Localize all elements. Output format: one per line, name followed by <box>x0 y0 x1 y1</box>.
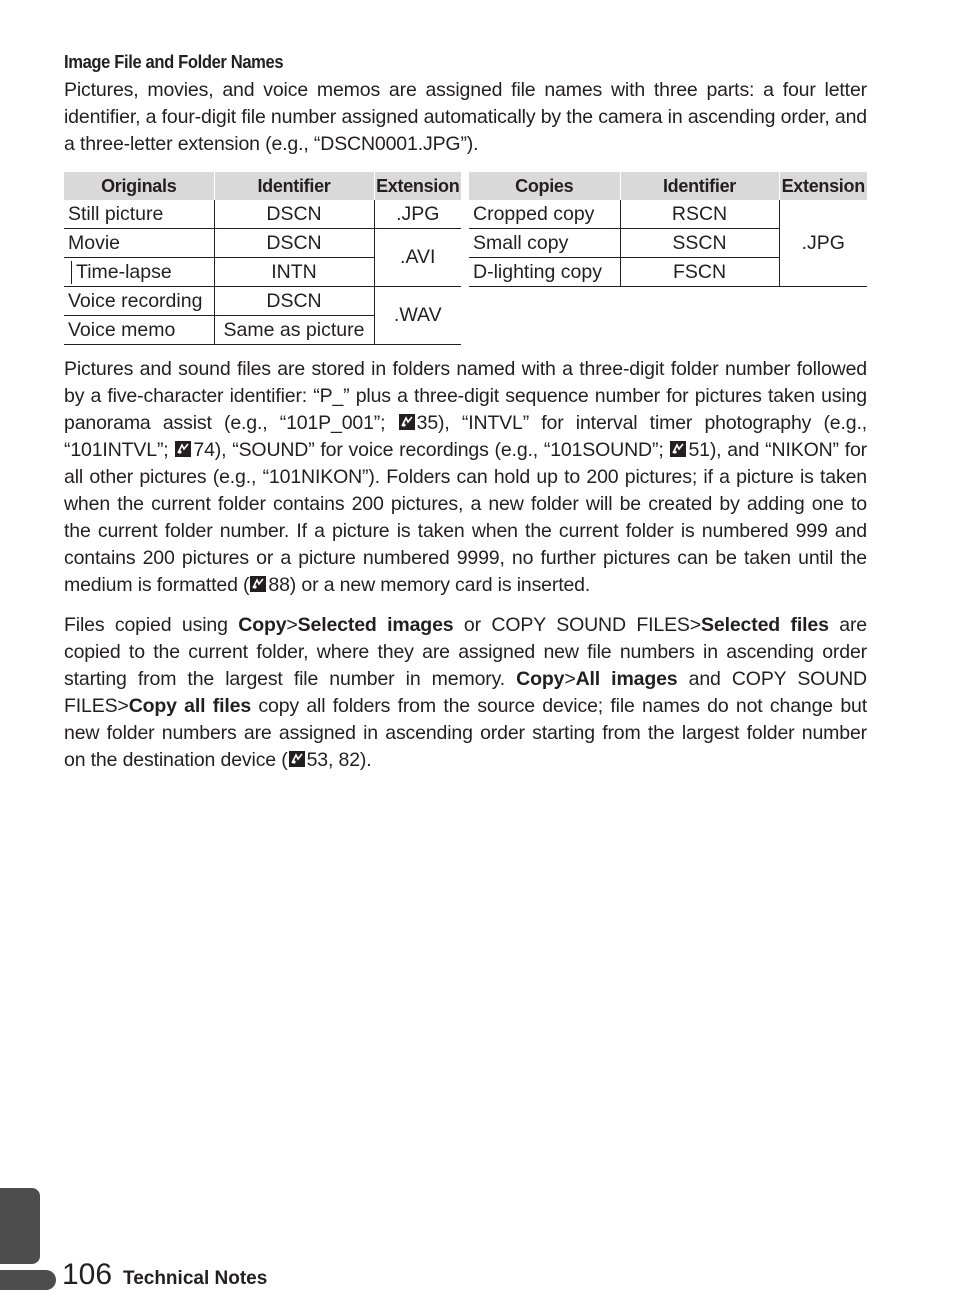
paragraph-text: 88) or a new memory card is inserted. <box>268 574 591 596</box>
section-title: Technical Notes <box>123 1268 268 1289</box>
chapter-tab <box>0 1188 40 1264</box>
column-header: Originals <box>64 172 214 200</box>
identifier-cell: DSCN <box>214 229 374 258</box>
extension-cell: .JPG <box>779 200 867 287</box>
page-reference-icon <box>250 576 266 592</box>
table-row <box>469 200 867 229</box>
menu-term: Selected images <box>297 614 454 636</box>
menu-term: Copy <box>238 614 287 636</box>
table-header-row <box>469 172 867 200</box>
table-row <box>64 229 461 258</box>
page-reference-icon <box>289 751 305 767</box>
paragraph-text: > <box>286 614 298 636</box>
type-cell: Voice memo <box>64 316 214 345</box>
identifier-cell: DSCN <box>214 287 374 316</box>
paragraph-text: or COPY SOUND FILES> <box>453 614 702 636</box>
paragraph-text: 74), “SOUND” for voice recordings (e.g., “101SOUND”; <box>193 439 670 461</box>
type-cell: Voice recording <box>64 287 214 316</box>
copies-table <box>469 172 867 287</box>
menu-term: Copy <box>516 668 565 690</box>
page-reference-icon <box>175 441 191 457</box>
column-header: Extension <box>779 172 867 200</box>
sub-type-label: Time-lapse <box>71 261 210 284</box>
type-cell: Still picture <box>64 200 214 229</box>
page-reference-icon <box>399 414 415 430</box>
identifier-cell: SSCN <box>620 229 779 258</box>
column-header: Identifier <box>620 172 779 200</box>
menu-term: All images <box>575 668 678 690</box>
type-cell <box>64 258 214 287</box>
identifier-cell: DSCN <box>214 200 374 229</box>
menu-term: Selected files <box>701 614 829 636</box>
paragraph-text: 53, 82). <box>306 749 372 771</box>
identifier-cell: RSCN <box>620 200 779 229</box>
intro-paragraph: Pictures, movies, and voice memos are assigned file names with three parts: a four letter identifier, a four-digit file number assigned automatically by the camera in ascending order, and a three-letter extension (e.g., “DSCN0001.JPG”). <box>64 79 867 155</box>
table-header-row <box>64 172 461 200</box>
footer-bar <box>0 1270 56 1290</box>
paragraph-text: copy all folders from the source device; file names do not change but new folder numbers are assigned in ascending order starting from the largest folder number on the destination device ( <box>64 695 868 771</box>
column-header: Identifier <box>214 172 374 200</box>
page-reference-icon <box>670 441 686 457</box>
extension-cell: .WAV <box>374 287 461 345</box>
type-cell: Small copy <box>469 229 620 258</box>
menu-term: Copy all files <box>128 695 252 717</box>
extension-cell: .AVI <box>374 229 461 287</box>
paragraph-text: 51), and “NIKON” for all other pictures (e.g., “101NIKON”). Folders can hold up to 200 pictures; if a picture is taken when the current folder contains 200 pictures, a new folder will be created by adding one to the current folder number. If a picture is taken when the current folder is numbered 999 and contains 200 pictures or a picture numbered 9999, no further pictures can be taken until the medium is formatted ( <box>64 439 868 596</box>
column-header: Extension <box>374 172 461 200</box>
identifier-cell: INTN <box>214 258 374 287</box>
table-row <box>64 287 461 316</box>
paragraph-text: are copied to the current folder, where they are assigned new file numbers in ascending order starting from the largest file number in memory. <box>64 614 867 690</box>
extension-cell: .JPG <box>374 200 461 229</box>
paragraph-text: 35), “INTVL” for interval timer photography (e.g., “101INTVL”; <box>64 412 867 461</box>
section-heading: Image File and Folder Names <box>64 52 284 72</box>
type-cell: Cropped copy <box>469 200 620 229</box>
folder-names-paragraph <box>64 356 867 599</box>
table-row <box>64 200 461 229</box>
identifier-cell: Same as picture <box>214 316 374 345</box>
paragraph-text: Files copied using <box>64 614 239 636</box>
paragraph-text: Pictures and sound files are stored in folders named with a three-digit folder number followed by a five-character identifier: “P_” plus a three-digit sequence number for pictures taken using panorama assist (e.g., “101P_001”; <box>64 358 867 434</box>
type-cell: D-lighting copy <box>469 258 620 287</box>
copy-files-paragraph <box>64 612 867 774</box>
identifier-cell: FSCN <box>620 258 779 287</box>
page-number: 106 <box>62 1258 113 1291</box>
paragraph-text: > <box>564 668 576 690</box>
column-header: Copies <box>469 172 620 200</box>
originals-table <box>64 172 461 345</box>
paragraph-text: and COPY SOUND FILES> <box>64 668 867 717</box>
type-cell: Movie <box>64 229 214 258</box>
